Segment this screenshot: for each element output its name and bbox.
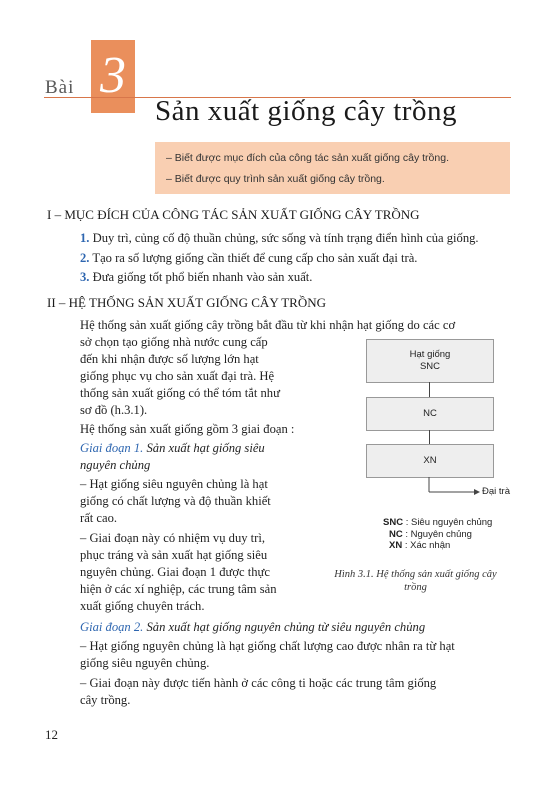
stage1-text: giống có chất lượng và độ thuần khiết [80, 494, 271, 508]
box-label: Hạt giống [409, 349, 451, 360]
stage-label: Giai đoạn 1. [80, 441, 144, 455]
stage2-heading [80, 619, 425, 636]
intro-line: sơ đồ (h.3.1). [80, 403, 148, 417]
objectives-box [155, 142, 510, 194]
diagram-connector [429, 382, 430, 397]
stage1-text: xuất giống chuyên trách. [80, 599, 205, 613]
stage2-text: – Giai đoạn này được tiến hành ở các công ti hoặc các trung tâm giống [80, 676, 437, 690]
diagram-box-nc [366, 397, 494, 431]
diagram-box-xn [366, 444, 494, 478]
stage1-heading [80, 440, 265, 457]
stage-title-cont: nguyên chủng [80, 458, 151, 472]
box-label: SNC [419, 361, 441, 372]
legend-item: XN : Xác nhận [389, 540, 451, 551]
intro-line: Hệ thống sản xuất giống cây trồng bắt đầu từ khi nhận hạt giống do các cơ [80, 318, 456, 332]
stage1-text: – Hạt giống siêu nguyên chủng là hạt [80, 477, 268, 491]
diagram-legend [383, 517, 492, 552]
item-number: 3. [80, 270, 90, 284]
legend-item: SNC : Siêu nguyên chủng [383, 517, 493, 528]
list-item [80, 230, 479, 247]
diagram-box-snc [366, 339, 494, 383]
page-title: Sản xuất giống cây trồng [155, 95, 457, 127]
legend-item: NC : Nguyên chủng [389, 528, 472, 540]
stage-label: Giai đoạn 2. [80, 620, 144, 634]
output-label: Đại trà [482, 486, 510, 497]
section-heading: I – MỤC ĐÍCH CỦA CÔNG TÁC SẢN XUẤT GIỐNG CÂY TRỒNG [47, 207, 420, 222]
objective-item: – Biết được quy trình sản xuất giống cây trồng. [166, 173, 385, 185]
stage1-text: rất cao. [80, 511, 118, 525]
stage1-text: – Giai đoạn này có nhiệm vụ duy trì, [80, 531, 266, 545]
lesson-number: 3 [100, 47, 126, 104]
stage1-text: hiện ở các xí nghiệp, các trung tâm sản [80, 582, 277, 596]
stage2-text: cây trồng. [80, 693, 131, 707]
stage-title: Sản xuất hạt giống siêu [146, 441, 265, 455]
stage2-text: – Hạt giống nguyên chủng là hạt giống chất lượng cao được nhân ra từ hạt [80, 639, 455, 653]
page-number: 12 [45, 727, 58, 742]
intro-line: sở chọn tạo giống nhà nước cung cấp [80, 335, 268, 349]
list-item [80, 269, 312, 286]
item-text: Tạo ra số lượng giống cần thiết để cung cấp cho sản xuất đại trà. [92, 251, 418, 265]
stage-title: Sản xuất hạt giống nguyên chủng từ siêu nguyên chủng [146, 620, 426, 634]
box-label: NC [423, 408, 437, 419]
intro-line: thống sản xuất giống có thể tóm tắt như [80, 386, 280, 400]
box-label: XN [423, 455, 437, 466]
item-text: Duy trì, củng cố độ thuần chủng, sức sống và tính trạng điển hình của giống. [92, 231, 479, 245]
stage1-text: nguyên chủng. Giai đoạn 1 được thực [80, 565, 270, 579]
stages-intro: Hệ thống sản xuất giống gồm 3 giai đoạn : [80, 422, 295, 436]
stage2-text: giống siêu nguyên chủng. [80, 656, 210, 670]
lesson-label: Bài [45, 77, 75, 98]
item-text: Đưa giống tốt phổ biến nhanh vào sản xuất. [92, 270, 313, 284]
section-heading: II – HỆ THỐNG SẢN XUẤT GIỐNG CÂY TRỒNG [47, 295, 327, 310]
figure-caption: Hình 3.1. Hệ thống sản xuất giống cây trồng [334, 569, 497, 593]
intro-line: đến khi nhận được số lượng lớn hạt [80, 352, 259, 366]
diagram-connector [429, 430, 430, 444]
stage1-text: phục tráng và sản xuất hạt giống siêu [80, 548, 268, 562]
item-number: 1. [80, 231, 90, 245]
output-arrow [428, 477, 488, 497]
intro-line: giống phục vụ cho sản xuất đại trà. Hệ [80, 369, 275, 383]
item-number: 2. [80, 251, 90, 265]
objective-item: – Biết được mục đích của công tác sản xuất giống cây trồng. [166, 152, 449, 164]
list-item [80, 250, 417, 267]
